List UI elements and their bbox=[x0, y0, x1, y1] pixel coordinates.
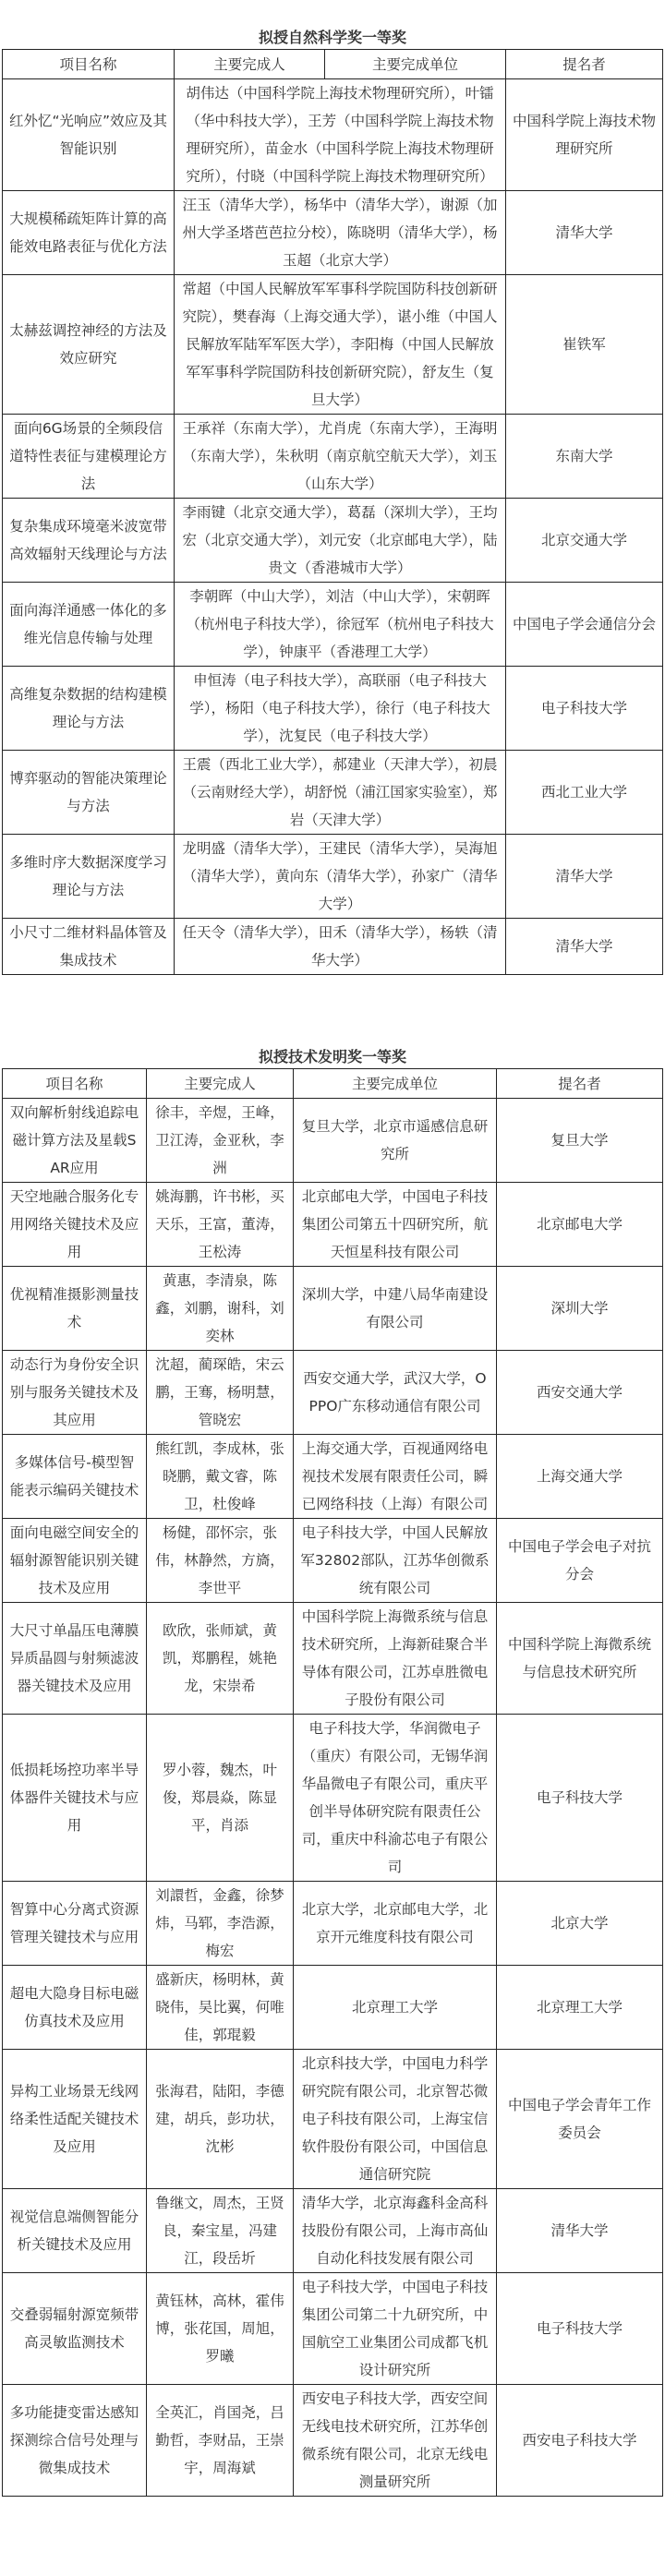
nominator: 中国科学院上海微系统与信息技术研究所 bbox=[497, 1603, 663, 1715]
header-project: 项目名称 bbox=[3, 1069, 147, 1099]
nominator: 中国科学院上海技术物理研究所 bbox=[506, 79, 663, 191]
main-units: 北京大学，北京邮电大学，北京开元维度科技有限公司 bbox=[294, 1882, 497, 1966]
main-units: 北京理工大学 bbox=[294, 1966, 497, 2050]
main-units: 深圳大学，中建八局华南建设有限公司 bbox=[294, 1267, 497, 1351]
main-contributors: 黄钰林，高林，霍伟博，张花国，周旭，罗曦 bbox=[147, 2273, 294, 2385]
table-header-row bbox=[3, 1069, 663, 1099]
table-row bbox=[3, 1351, 663, 1435]
header-people: 主要完成人 bbox=[147, 1069, 294, 1099]
main-units: 上海交通大学，百视通网络电视技术发展有限责任公司，瞬已网络科技（上海）有限公司 bbox=[294, 1435, 497, 1519]
project-name: 小尺寸二维材料晶体管及集成技术 bbox=[3, 919, 175, 975]
nominator: 电子科技大学 bbox=[497, 2273, 663, 2385]
header-nominator: 提名者 bbox=[497, 1069, 663, 1099]
main-contributors: 李雨键（北京交通大学），葛磊（深圳大学），王均宏（北京交通大学），刘元安（北京邮电大学），陆贵文（香港城市大学） bbox=[175, 499, 506, 583]
tech-invention-table bbox=[2, 1068, 663, 2497]
project-name: 大规模稀疏矩阵计算的高能效电路表征与优化方法 bbox=[3, 191, 175, 275]
table-row bbox=[3, 415, 663, 499]
nominator: 中国电子学会通信分会 bbox=[506, 583, 663, 667]
table-row bbox=[3, 1603, 663, 1715]
table-header-row bbox=[3, 50, 663, 79]
project-name: 低损耗场控功率半导体器件关键技术与应用 bbox=[3, 1715, 147, 1882]
project-name: 多媒体信号-模型智能表示编码关键技术 bbox=[3, 1435, 147, 1519]
main-contributors: 任天令（清华大学），田禾（清华大学），杨轶（清华大学） bbox=[175, 919, 506, 975]
project-name: 博弈驱动的智能决策理论与方法 bbox=[3, 751, 175, 835]
nominator: 北京邮电大学 bbox=[497, 1183, 663, 1267]
main-contributors: 王承祥（东南大学），尤肖虎（东南大学），王海明（东南大学），朱秋明（南京航空航天大学），刘玉（山东大学） bbox=[175, 415, 506, 499]
main-units: 西安电子科技大学，西安空间无线电技术研究所，江苏华创微系统有限公司，北京无线电测量研究所 bbox=[294, 2385, 497, 2497]
main-units: 清华大学，北京海鑫科金高科技股份有限公司，上海市高仙自动化科技发展有限公司 bbox=[294, 2189, 497, 2273]
table-row bbox=[3, 919, 663, 975]
project-name: 动态行为身份安全识别与服务关键技术及其应用 bbox=[3, 1351, 147, 1435]
nominator: 清华大学 bbox=[506, 191, 663, 275]
main-contributors: 沈超，蔺琛皓，宋云鹏，王骞，杨明慧，管晓宏 bbox=[147, 1351, 294, 1435]
nominator: 清华大学 bbox=[497, 2189, 663, 2273]
project-name: 智算中心分离式资源管理关键技术与应用 bbox=[3, 1882, 147, 1966]
table-row bbox=[3, 275, 663, 415]
main-contributors: 刘譞哲，金鑫，徐梦炜，马郓，李浩源，梅宏 bbox=[147, 1882, 294, 1966]
nominator: 北京交通大学 bbox=[506, 499, 663, 583]
main-contributors: 姚海鹏，许书彬，买天乐，王富，董涛，王松涛 bbox=[147, 1183, 294, 1267]
main-contributors: 罗小蓉，魏杰，叶俊，郑晨焱，陈显平，肖添 bbox=[147, 1715, 294, 1882]
main-units: 西安交通大学，武汉大学，OPPO广东移动通信有限公司 bbox=[294, 1351, 497, 1435]
nominator: 崔铁军 bbox=[506, 275, 663, 415]
table-row bbox=[3, 191, 663, 275]
main-units: 电子科技大学，中国人民解放军32802部队，江苏华创微系统有限公司 bbox=[294, 1519, 497, 1603]
project-name: 太赫兹调控神经的方法及效应研究 bbox=[3, 275, 175, 415]
table-row bbox=[3, 1966, 663, 2050]
nominator: 东南大学 bbox=[506, 415, 663, 499]
nominator: 西安电子科技大学 bbox=[497, 2385, 663, 2497]
table-row bbox=[3, 1267, 663, 1351]
nominator: 电子科技大学 bbox=[497, 1715, 663, 1882]
nominator: 北京大学 bbox=[497, 1882, 663, 1966]
nominator: 中国电子学会青年工作委员会 bbox=[497, 2050, 663, 2189]
header-units: 主要完成单位 bbox=[325, 50, 506, 79]
nominator: 西安交通大学 bbox=[497, 1351, 663, 1435]
main-units: 北京科技大学，中国电力科学研究院有限公司，北京智芯微电子科技有限公司，上海宝信软件股份有限公司，中国信息通信研究院 bbox=[294, 2050, 497, 2189]
nominator: 清华大学 bbox=[506, 919, 663, 975]
header-project: 项目名称 bbox=[3, 50, 175, 79]
main-units: 电子科技大学，中国电子科技集团公司第二十九研究所，中国航空工业集团公司成都飞机设计研究所 bbox=[294, 2273, 497, 2385]
tech-invention-title: 拟授技术发明奖一等奖 bbox=[258, 1048, 406, 1065]
main-contributors: 盛新庆，杨明林，黄晓伟，吴比翼，何唯佳，郭琨毅 bbox=[147, 1966, 294, 2050]
main-units: 复旦大学，北京市遥感信息研究所 bbox=[294, 1099, 497, 1183]
nominator: 清华大学 bbox=[506, 835, 663, 919]
nominator: 西北工业大学 bbox=[506, 751, 663, 835]
table-row bbox=[3, 583, 663, 667]
table-row bbox=[3, 751, 663, 835]
natural-science-title: 拟授自然科学奖一等奖 bbox=[258, 29, 406, 46]
table-row bbox=[3, 2273, 663, 2385]
main-contributors: 汪玉（清华大学），杨华中（清华大学），谢源（加州大学圣塔芭芭拉分校），陈晓明（清华大学），杨玉超（北京大学） bbox=[175, 191, 506, 275]
project-name: 面向6G场景的全频段信道特性表征与建模理论方法 bbox=[3, 415, 175, 499]
project-name: 多功能捷变雷达感知探测综合信号处理与微集成技术 bbox=[3, 2385, 147, 2497]
header-nominator: 提名者 bbox=[506, 50, 663, 79]
main-contributors: 鲁继文，周杰，王贤良，秦宝星，冯建江，段岳圻 bbox=[147, 2189, 294, 2273]
project-name: 天空地融合服务化专用网络关键技术及应用 bbox=[3, 1183, 147, 1267]
main-units: 电子科技大学，华润微电子（重庆）有限公司，无锡华润华晶微电子有限公司，重庆平创半导体研究院有限责任公司，重庆中科渝芯电子有限公司 bbox=[294, 1715, 497, 1882]
project-name: 超电大隐身目标电磁仿真技术及应用 bbox=[3, 1966, 147, 2050]
table-row bbox=[3, 1519, 663, 1603]
table-row bbox=[3, 2189, 663, 2273]
project-name: 双向解析射线追踪电磁计算方法及星载SAR应用 bbox=[3, 1099, 147, 1183]
table-row bbox=[3, 1183, 663, 1267]
table-row bbox=[3, 79, 663, 191]
project-name: 高维复杂数据的结构建模理论与方法 bbox=[3, 667, 175, 751]
nominator: 电子科技大学 bbox=[506, 667, 663, 751]
main-contributors: 欧欣，张师斌，黄凯，郑鹏程，姚艳龙，宋崇希 bbox=[147, 1603, 294, 1715]
table-row bbox=[3, 2385, 663, 2497]
main-contributors: 徐丰，辛煜，王峰，卫江涛，金亚秋，李洲 bbox=[147, 1099, 294, 1183]
main-contributors: 黄惠，李清泉，陈鑫，刘鹏，谢科，刘奕林 bbox=[147, 1267, 294, 1351]
project-name: 面向海洋通感一体化的多维光信息传输与处理 bbox=[3, 583, 175, 667]
table-row bbox=[3, 1882, 663, 1966]
project-name: 大尺寸单晶压电薄膜异质晶圆与射频滤波器关键技术及应用 bbox=[3, 1603, 147, 1715]
table-row bbox=[3, 1099, 663, 1183]
project-name: 异构工业场景无线网络柔性适配关键技术及应用 bbox=[3, 2050, 147, 2189]
natural-science-table bbox=[2, 49, 663, 975]
project-name: 多维时序大数据深度学习理论与方法 bbox=[3, 835, 175, 919]
main-contributors: 常超（中国人民解放军军事科学院国防科技创新研究院），樊春海（上海交通大学），谌小维（中国人民解放军陆军军医大学），李阳梅（中国人民解放军军事科学院国防科技创新研究院），舒友生（复旦大学） bbox=[175, 275, 506, 415]
table-row bbox=[3, 1435, 663, 1519]
project-name: 面向电磁空间安全的辐射源智能识别关键技术及应用 bbox=[3, 1519, 147, 1603]
table-row bbox=[3, 1715, 663, 1882]
nominator: 中国电子学会电子对抗分会 bbox=[497, 1519, 663, 1603]
nominator: 上海交通大学 bbox=[497, 1435, 663, 1519]
project-name: 交叠弱辐射源宽频带高灵敏监测技术 bbox=[3, 2273, 147, 2385]
main-units: 北京邮电大学，中国电子科技集团公司第五十四研究所，航天恒星科技有限公司 bbox=[294, 1183, 497, 1267]
main-contributors: 龙明盛（清华大学），王建民（清华大学），吴海旭（清华大学），黄向东（清华大学），孙家广（清华大学） bbox=[175, 835, 506, 919]
project-name: 红外忆“光响应”效应及其智能识别 bbox=[3, 79, 175, 191]
nominator: 北京理工大学 bbox=[497, 1966, 663, 2050]
header-units: 主要完成单位 bbox=[294, 1069, 497, 1099]
nominator: 复旦大学 bbox=[497, 1099, 663, 1183]
main-units: 中国科学院上海微系统与信息技术研究所，上海新硅聚合半导体有限公司，江苏卓胜微电子股份有限公司 bbox=[294, 1603, 497, 1715]
nominator: 深圳大学 bbox=[497, 1267, 663, 1351]
main-contributors: 王震（西北工业大学），郝建业（天津大学），初晨（云南财经大学），胡舒悦（浦江国家实验室），郑岩（天津大学） bbox=[175, 751, 506, 835]
main-contributors: 胡伟达（中国科学院上海技术物理研究所），叶镭（华中科技大学），王芳（中国科学院上海技术物理研究所），苗金水（中国科学院上海技术物理研究所），付晓（中国科学院上海技术物理研究所） bbox=[175, 79, 506, 191]
table-row bbox=[3, 2050, 663, 2189]
project-name: 复杂集成环境毫米波宽带高效辐射天线理论与方法 bbox=[3, 499, 175, 583]
main-contributors: 熊红凯，李成林，张晓鹏，戴文睿，陈卫，杜俊峰 bbox=[147, 1435, 294, 1519]
main-contributors: 杨健，邵怀宗，张伟，林静然，方旖，李世平 bbox=[147, 1519, 294, 1603]
project-name: 优视精准摄影测量技术 bbox=[3, 1267, 147, 1351]
main-contributors: 全英汇，肖国尧，吕勤哲，李财品，王崇宇，周海斌 bbox=[147, 2385, 294, 2497]
table-row bbox=[3, 667, 663, 751]
main-contributors: 李朝晖（中山大学），刘洁（中山大学），宋朝晖（杭州电子科技大学），徐冠军（杭州电子科技大学），钟康平（香港理工大学） bbox=[175, 583, 506, 667]
header-people: 主要完成人 bbox=[175, 50, 325, 79]
table-row bbox=[3, 499, 663, 583]
table-row bbox=[3, 835, 663, 919]
project-name: 视觉信息端侧智能分析关键技术及应用 bbox=[3, 2189, 147, 2273]
main-contributors: 张海君，陆阳，李德建，胡兵，彭功状，沈彬 bbox=[147, 2050, 294, 2189]
main-contributors: 申恒涛（电子科技大学），高联丽（电子科技大学），杨阳（电子科技大学），徐行（电子科技大学），沈复民（电子科技大学） bbox=[175, 667, 506, 751]
